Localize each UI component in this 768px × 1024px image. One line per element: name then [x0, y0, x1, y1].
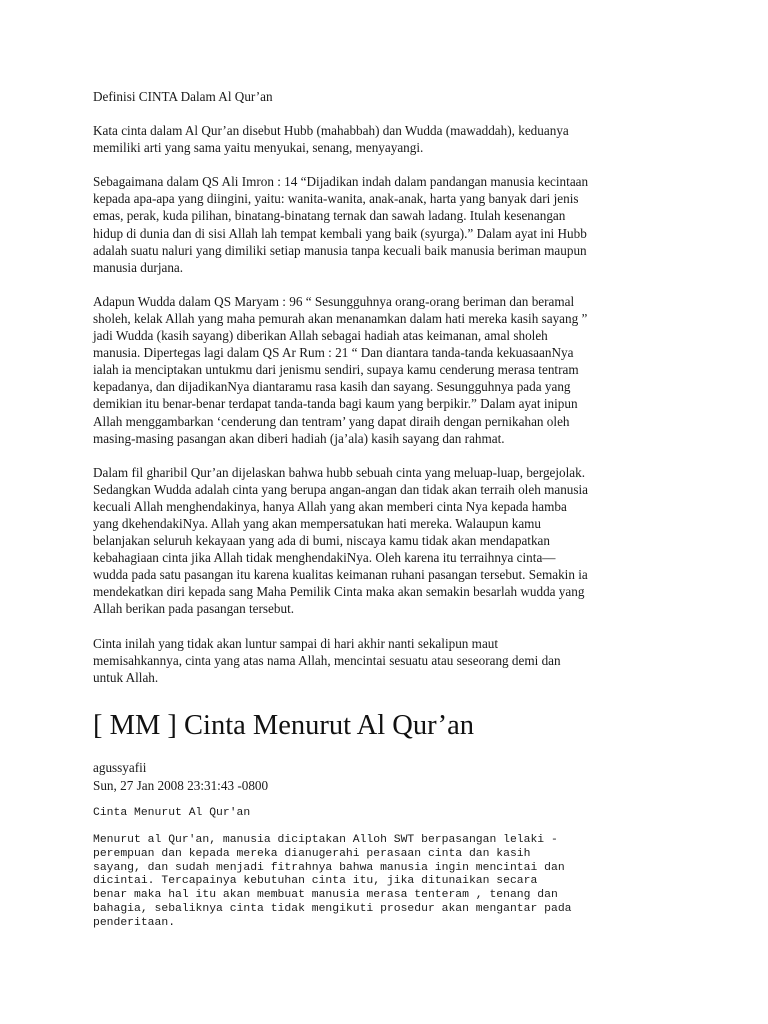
post-mono-body: Menurut al Qur'an, manusia diciptakan Alloh SWT berpasangan lelaki - perempuan dan kepada mereka dianugerahi perasaan cinta dan kasih sayang, dan sudah menjadi fitrahnya bahwa manusia ingin mencintai dan dicintai. Tercapainya kebutuhan cinta itu, jika ditunaikan secara benar maka hal itu akan membuat manusia merasa tenteram , tenang dan bahagia, sebaliknya cinta tidak mengikuti prosedur akan mengantar pada penderitaan.: [93, 834, 572, 929]
paragraph-5: Cinta inilah yang tidak akan luntur sampai di hari akhir nanti sekalipun maut memisahkannya, cinta yang atas nama Allah, mencintai sesuatu atau seseorang demi dan untuk Allah.: [93, 635, 561, 685]
post-heading: [ MM ] Cinta Menurut Al Qur’an: [93, 710, 475, 741]
post-meta: [93, 759, 268, 794]
paragraph-1: Kata cinta dalam Al Qur’an disebut Hubb (mahabbah) dan Wudda (mawaddah), keduanya memiliki arti yang sama yaitu menyukai, senang, menyayangi.: [93, 123, 569, 156]
paragraph-3: Adapun Wudda dalam QS Maryam : 96 “ Sesungguhnya orang-orang beriman dan beramal sholeh, kelak Allah yang maha pemurah akan menanamkan dalam hati mereka kasih sayang ” jadi Wudda (kasih sayang) diberikan Allah sebagai hadiah atas keimanan, amal sholeh manusia. Dipertegas lagi dalam QS Ar Rum : 21 “ Dan diantara tanda-tanda kekuasaanNya ialah ia menciptakan untukmu dari jenismu sendiri, supaya kamu cenderung merasa tentram kepadanya, dan dijadikanNya diantaramu rasa kasih dan sayang. Sesungguhnya pada yang demikian itu benar-benar terdapat tanda-tanda bagi kaum yang berpikir.” Dalam ayat inipun Allah menggambarkan ‘cenderung dan tentram’ yang dapat diraih dengan pernikahan oleh masing-masing pasangan akan diberi hadiah (ja’ala) kasih sayang dan rahmat.: [93, 293, 588, 446]
post-date: Sun, 27 Jan 2008 23:31:43 -0800: [93, 777, 269, 793]
post-author: agussyafii: [93, 760, 147, 775]
post-mono-title: Cinta Menurut Al Qur'an: [93, 807, 251, 819]
paragraph-2: Sebagaimana dalam QS Ali Imron : 14 “Dijadikan indah dalam pandangan manusia kecintaan kepada apa-apa yang diingini, yaitu: wanita-wanita, anak-anak, harta yang banyak dari jenis emas, perak, kuda pilihan, binatang-binatang ternak dan sawah ladang. Itulah kesenangan hidup di dunia dan di sisi Allah lah tempat kembali yang baik (syurga).” Dalam ayat ini Hubb adalah suatu naluri yang dimiliki setiap manusia tanpa kecuali baik manusia beriman maupun manusia durjana.: [93, 174, 589, 275]
paragraph-4: Dalam fil gharibil Qur’an dijelaskan bahwa hubb sebuah cinta yang meluap-luap, bergejolak. Sedangkan Wudda adalah cinta yang berupa angan-angan dan tidak akan terraih oleh manusia kecuali Allah menghendakinya, hanya Allah yang akan memberi cinta Nya kepada hamba yang dkehendakiNya. Allah yang akan mempersatukan hati mereka. Walaupun kamu belanjakan seluruh kekayaan yang ada di bumi, niscaya kamu tidak akan mendapatkan kebahagiaan cinta jika Allah tidak menghendakiNya. Oleh karena itu terraihnya cinta— wudda pada satu pasangan itu karena kualitas keimanan ruhani pasangan tersebut. Semakin ia mendekatkan diri kepada sang Maha Pemilik Cinta maka akan semakin besarlah wudda yang Allah berikan pada pasangan tersebut.: [93, 464, 589, 617]
document-body: [93, 88, 693, 703]
document-title: Definisi CINTA Dalam Al Qur’an: [93, 89, 273, 104]
